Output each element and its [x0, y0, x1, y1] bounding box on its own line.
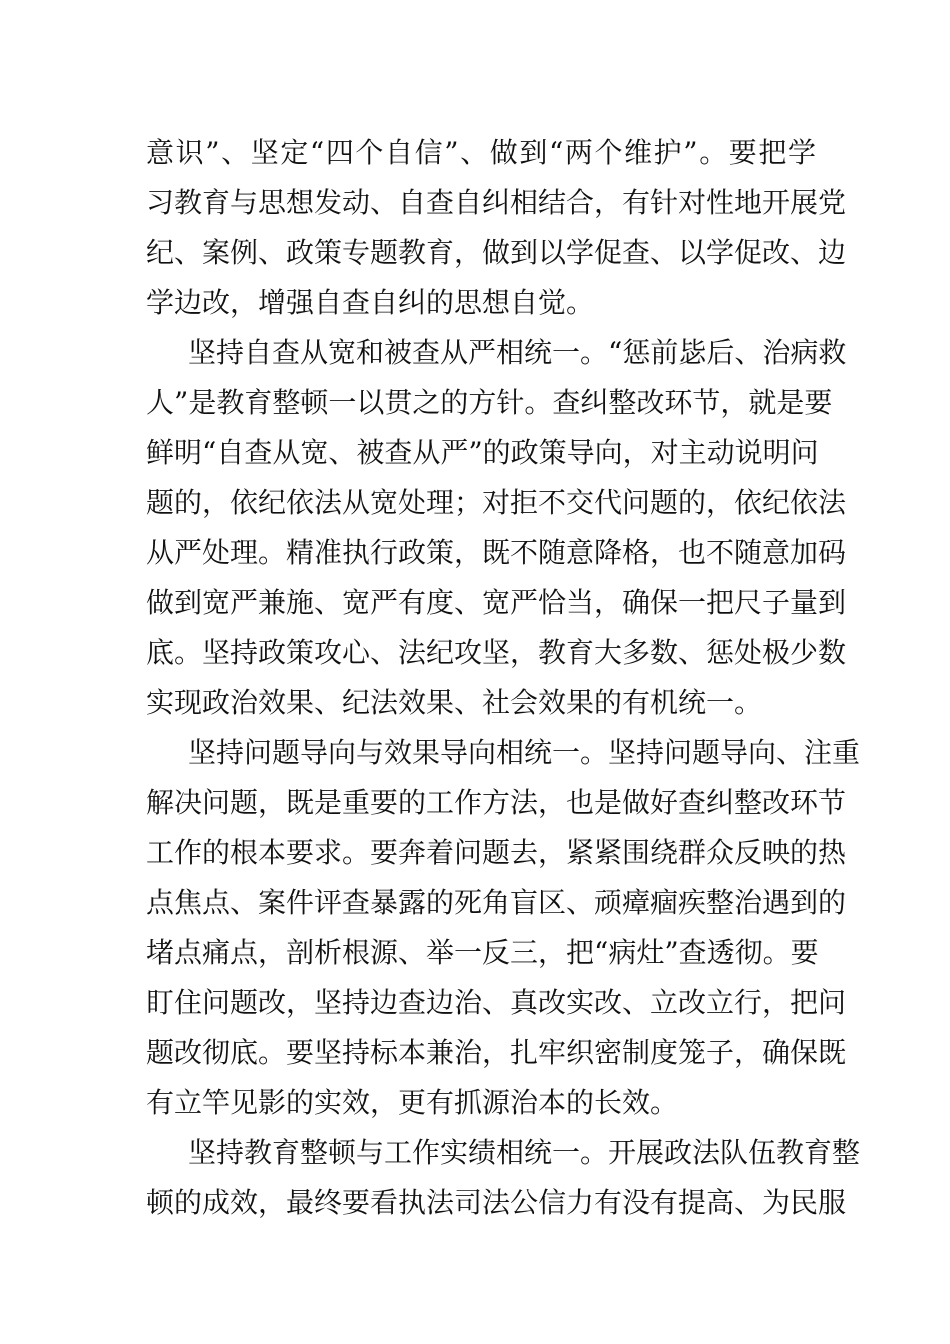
paragraph-heading-line: 坚持自查从宽和被查从严相统一。“惩前毖后、治病救	[188, 336, 847, 369]
text-line: 盯住问题改，坚持边查边治、真改实改、立改立行，把问	[146, 986, 847, 1019]
text-line: 人”是教育整顿一以贯之的方针。查纠整改环节，就是要	[146, 386, 833, 419]
text-line: 底。坚持政策攻心、法纪攻坚，教育大多数、惩处极少数	[146, 636, 847, 669]
text-line: 题的，依纪依法从宽处理；对拒不交代问题的，依纪依法	[146, 486, 847, 519]
text-line: 意识”、坚定“四个自信”、做到“两个维护”。要把学	[146, 136, 816, 169]
text-line: 顿的成效，最终要看执法司法公信力有没有提高、为民服	[146, 1186, 847, 1219]
text-line: 工作的根本要求。要奔着问题去，紧紧围绕群众反映的热	[146, 836, 847, 869]
text-line: 堵点痛点，剖析根源、举一反三，把“病灶”查透彻。要	[146, 936, 819, 969]
paragraph-heading-line: 坚持教育整顿与工作实绩相统一。开展政法队伍教育整	[188, 1136, 861, 1169]
text-line: 习教育与思想发动、自查自纠相结合，有针对性地开展党	[146, 186, 847, 219]
text-line: 从严处理。精准执行政策，既不随意降格，也不随意加码	[146, 536, 847, 569]
text-line: 解决问题，既是重要的工作方法，也是做好查纠整改环节	[146, 786, 847, 819]
text-line: 鲜明“自查从宽、被查从严”的政策导向，对主动说明问	[146, 436, 819, 469]
text-line: 点焦点、案件评查暴露的死角盲区、顽瘴痼疾整治遇到的	[146, 886, 847, 919]
text-line: 有立竿见影的实效，更有抓源治本的长效。	[146, 1086, 679, 1119]
text-line: 做到宽严兼施、宽严有度、宽严恰当，确保一把尺子量到	[146, 586, 847, 619]
text-line: 实现政治效果、纪法效果、社会效果的有机统一。	[146, 686, 763, 719]
text-line: 纪、案例、政策专题教育，做到以学促查、以学促改、边	[146, 236, 847, 269]
text-line: 学边改，增强自查自纠的思想自觉。	[146, 286, 595, 319]
body-text	[146, 128, 861, 1228]
text-line: 题改彻底。要坚持标本兼治，扎牢织密制度笼子，确保既	[146, 1036, 847, 1069]
paragraph-heading-line: 坚持问题导向与效果导向相统一。坚持问题导向、注重	[188, 736, 861, 769]
